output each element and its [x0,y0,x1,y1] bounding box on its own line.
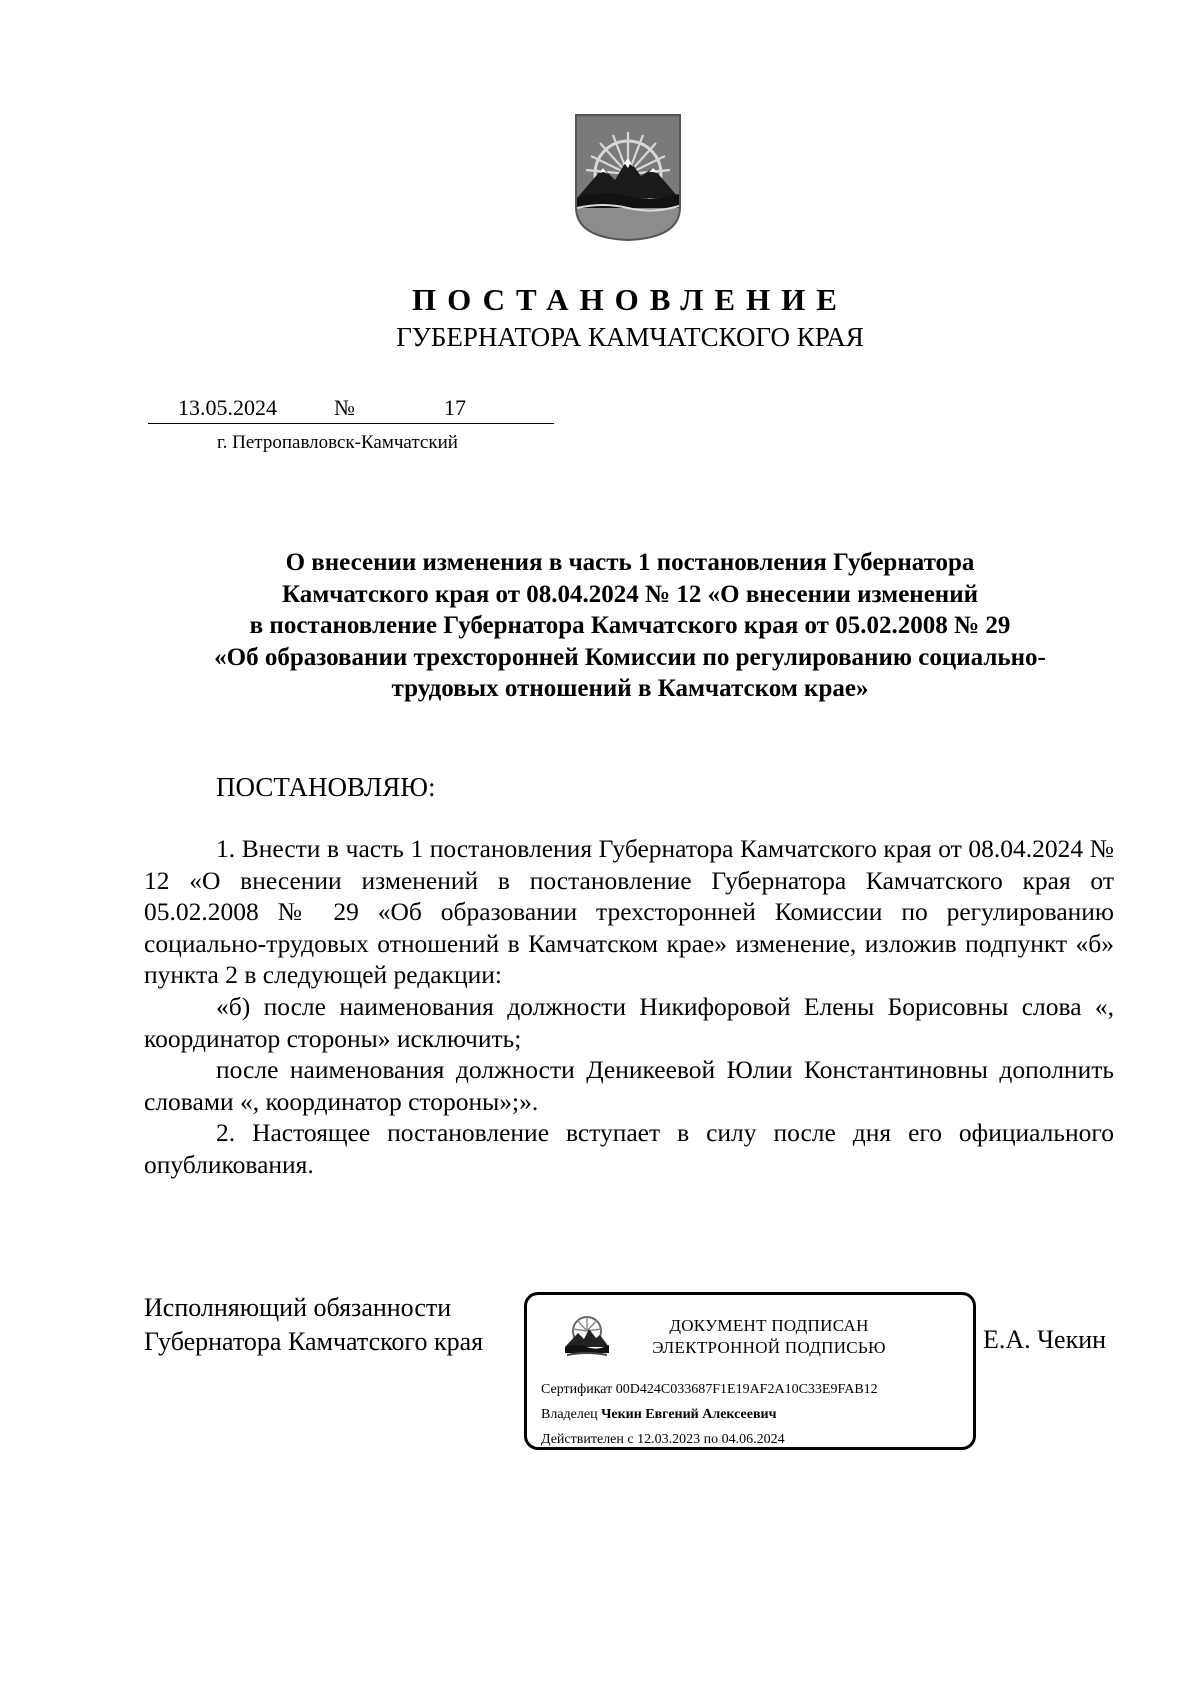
stamp-validity-row [541,1427,878,1452]
stamp-valid-to-value: 04.06.2024 [721,1432,785,1447]
document-type: ПОСТАНОВЛЕНИЕ [412,282,848,317]
stamp-valid-to-label: по [703,1432,719,1447]
document-number: 17 [444,395,466,420]
kamchatka-coat-of-arms-icon [573,112,683,242]
heading-line: «Об образовании трехсторонней Комиссии по регулированию социально- [214,643,1046,671]
body-paragraph: «б) после наименования должности Никифоровой Елены Борисовны слова «, координатор стороны» исключить; [144,991,1114,1053]
number-sign: № [334,395,355,420]
document-city: г. Петропавловск-Камчатский [217,432,458,453]
body-paragraph: 2. Настоящее постановление вступает в силу после дня его официального опубликования. [144,1118,1114,1179]
stamp-certificate-value: 00D424C033687F1E19AF2A10C33E9FAB12 [615,1382,878,1397]
stamp-certificate-row [541,1377,878,1402]
body-paragraph: 1. Внести в часть 1 постановления Губернатора Камчатского края от 08.04.2024 № 12 «О внесении изменений в постановление Губернатора Камчатского края от 05.02.2008 № 29 «Об образовании трехсторонней Комиссии по регулированию социально-трудовых отношений в Камчатском крае» изменение, изложив подпункт «б» пункта 2 в следующей редакции: [144,834,1114,990]
stamp-owner-row [541,1402,878,1427]
heading-line: в постановление Губернатора Камчатского края от 05.02.2008 № 29 [249,612,1011,639]
stamp-certificate-label: Сертификат [541,1382,613,1397]
stamp-emblem-icon [563,1311,611,1359]
stamp-owner-label: Владелец [541,1407,598,1422]
signer-name: Е.А. Чекин [983,1325,1107,1354]
document-body [144,833,1114,1181]
signer-title-line: Исполняющий обязанности [144,1293,452,1322]
stamp-owner-value: Чекин Евгений Алексеевич [601,1407,777,1422]
electronic-signature-stamp [524,1292,976,1450]
signer-title [144,1291,483,1359]
signer-title-line: Губернатора Камчатского края [144,1327,484,1356]
document-date: 13.05.2024 [178,395,277,420]
document-heading [150,547,1110,705]
body-paragraph: после наименования должности Деникеевой Юлии Константиновны дополнить словами «, координатор стороны»;». [144,1055,1114,1116]
stamp-valid-from-label: Действителен с [541,1432,634,1447]
heading-line: О внесении изменения в часть 1 постановления Губернатора [285,549,975,576]
stamp-title-line: ДОКУМЕНТ ПОДПИСАН [669,1316,869,1335]
stamp-title [629,1315,909,1359]
heading-line: Камчатского края от 08.04.2024 № 12 «О внесении изменений [281,580,979,608]
document-authority: ГУБЕРНАТОРА КАМЧАТСКОГО КРАЯ [396,322,864,352]
heading-line: трудовых отношений в Камчатском крае» [391,675,869,702]
decree-word: ПОСТАНОВЛЯЮ: [216,772,436,802]
stamp-details [541,1377,878,1452]
stamp-title-line: ЭЛЕКТРОННОЙ ПОДПИСЬЮ [652,1338,886,1357]
stamp-valid-from-value: 12.03.2023 [637,1432,701,1447]
date-number-line [148,395,554,424]
